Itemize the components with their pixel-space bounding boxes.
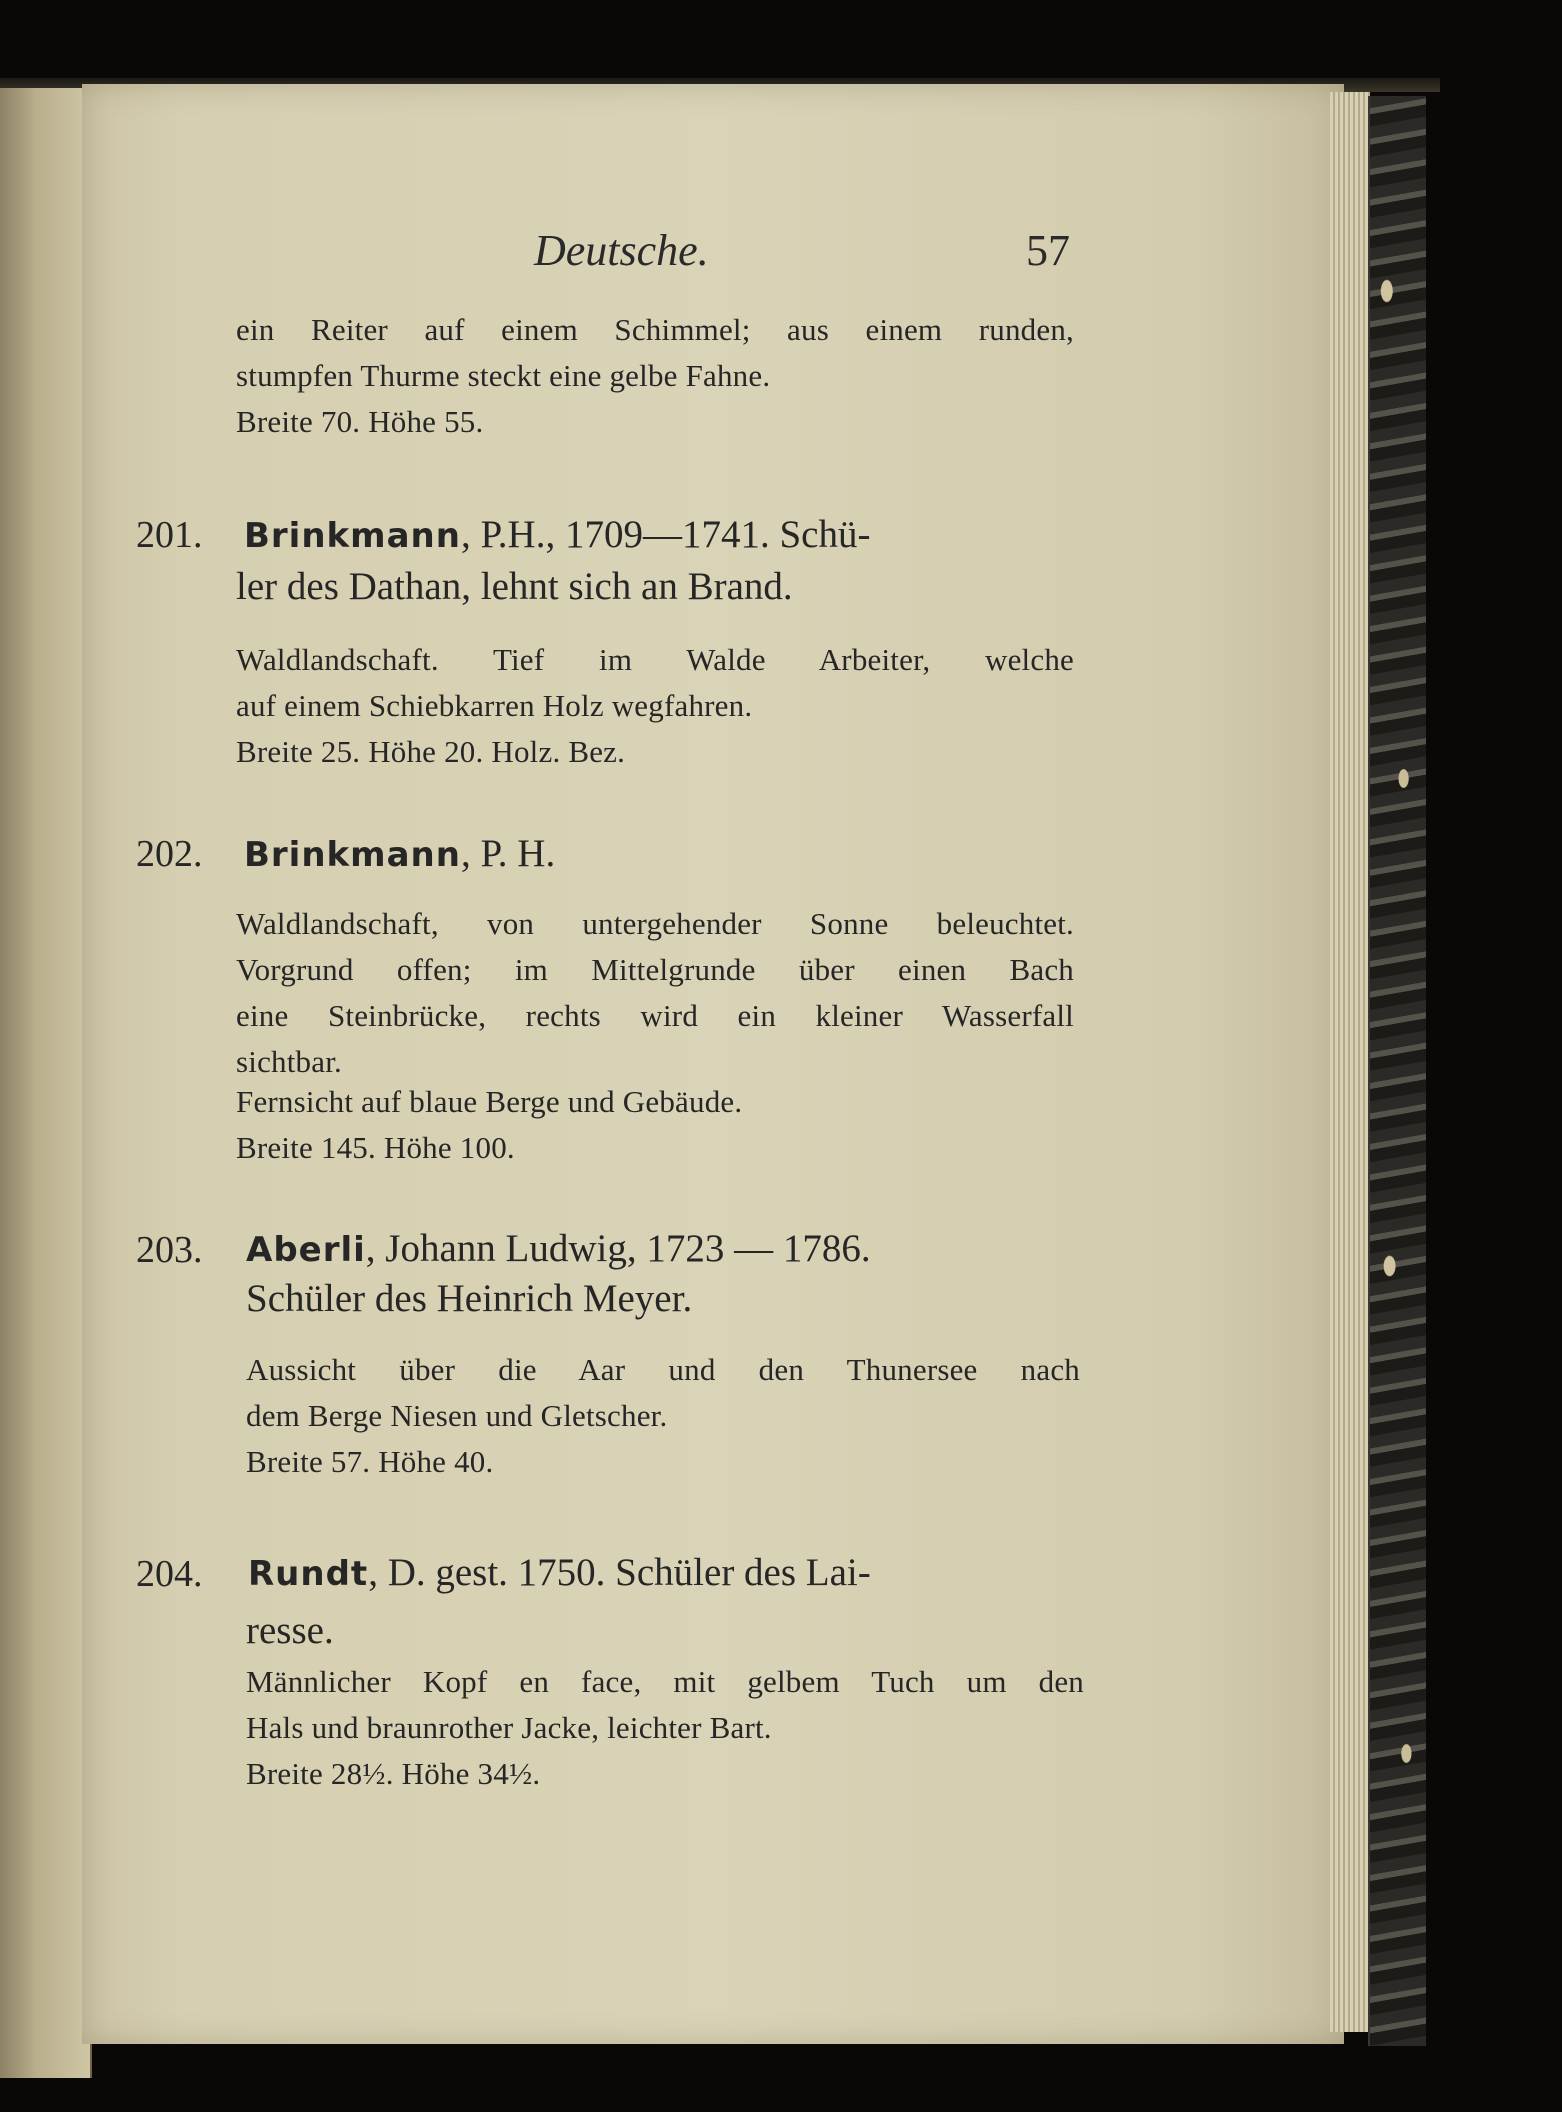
description-line: Männlicher Kopf en face, mit gelbem Tuch um den xyxy=(246,1664,1084,1699)
entry-heading xyxy=(248,1550,871,1595)
description-line: eine Steinbrücke, rechts wird ein kleiner Wasserfall xyxy=(236,998,1074,1033)
heading-rest: , Johann Ludwig, 1723 — 1786. xyxy=(365,1227,871,1270)
artist-name: Rundt xyxy=(248,1554,369,1594)
entry-heading xyxy=(244,831,555,876)
running-title: Deutsche. xyxy=(534,226,709,275)
description-line: Aussicht über die Aar und den Thunersee nach xyxy=(246,1352,1080,1387)
entry-heading xyxy=(246,1226,871,1271)
entry-heading-line2: ler des Dathan, lehnt sich an Brand. xyxy=(236,565,793,608)
intro-line: ein Reiter auf einem Schimmel; aus einem runden, xyxy=(236,312,1074,347)
description-line: auf einem Schiebkarren Holz wegfahren. xyxy=(236,688,753,723)
marbled-cover-edge xyxy=(1368,96,1426,2046)
heading-rest: , P.H., 1709—1741. Schü- xyxy=(460,513,871,556)
description-line: Fernsicht auf blaue Berge und Gebäude. xyxy=(236,1084,743,1119)
description-dimensions: Breite 25. Höhe 20. Holz. Bez. xyxy=(236,734,626,769)
description-line: sichtbar. xyxy=(236,1044,342,1079)
entry-number: 201. xyxy=(136,514,203,556)
running-header xyxy=(82,225,1344,285)
entry-number: 202. xyxy=(136,833,203,875)
description-line: dem Berge Niesen und Gletscher. xyxy=(246,1398,668,1433)
heading-rest: , D. gest. 1750. Schüler des Lai- xyxy=(368,1551,871,1594)
entry-heading-line2: Schüler des Heinrich Meyer. xyxy=(246,1277,693,1320)
intro-line: stumpfen Thurme steckt eine gelbe Fahne. xyxy=(236,358,771,393)
description-line: Vorgrund offen; im Mittelgrunde über einen Bach xyxy=(236,952,1074,987)
description-dimensions: Breite 145. Höhe 100. xyxy=(236,1130,515,1165)
entry-number: 203. xyxy=(136,1229,203,1271)
description-line: Waldlandschaft, von untergehender Sonne beleuchtet. xyxy=(236,906,1074,941)
entry-heading xyxy=(244,512,1076,557)
description-dimensions: Breite 28½. Höhe 34½. xyxy=(246,1756,541,1791)
artist-name: Brinkmann xyxy=(244,516,461,556)
heading-rest: , P. H. xyxy=(460,832,556,875)
page-stack-edge xyxy=(1330,92,1370,2032)
entry-number: 204. xyxy=(136,1553,203,1595)
entry-heading-line2: resse. xyxy=(246,1609,334,1652)
page-number: 57 xyxy=(1026,226,1070,275)
artist-name: Aberli xyxy=(246,1230,366,1270)
artist-name: Brinkmann xyxy=(244,835,461,875)
facing-page-edge xyxy=(0,88,92,2078)
description-line: Waldlandschaft. Tief im Walde Arbeiter, welche xyxy=(236,642,1074,677)
description-line: Hals und braunrother Jacke, leichter Bart. xyxy=(246,1710,772,1745)
intro-dimensions: Breite 70. Höhe 55. xyxy=(236,404,484,439)
description-dimensions: Breite 57. Höhe 40. xyxy=(246,1444,494,1479)
